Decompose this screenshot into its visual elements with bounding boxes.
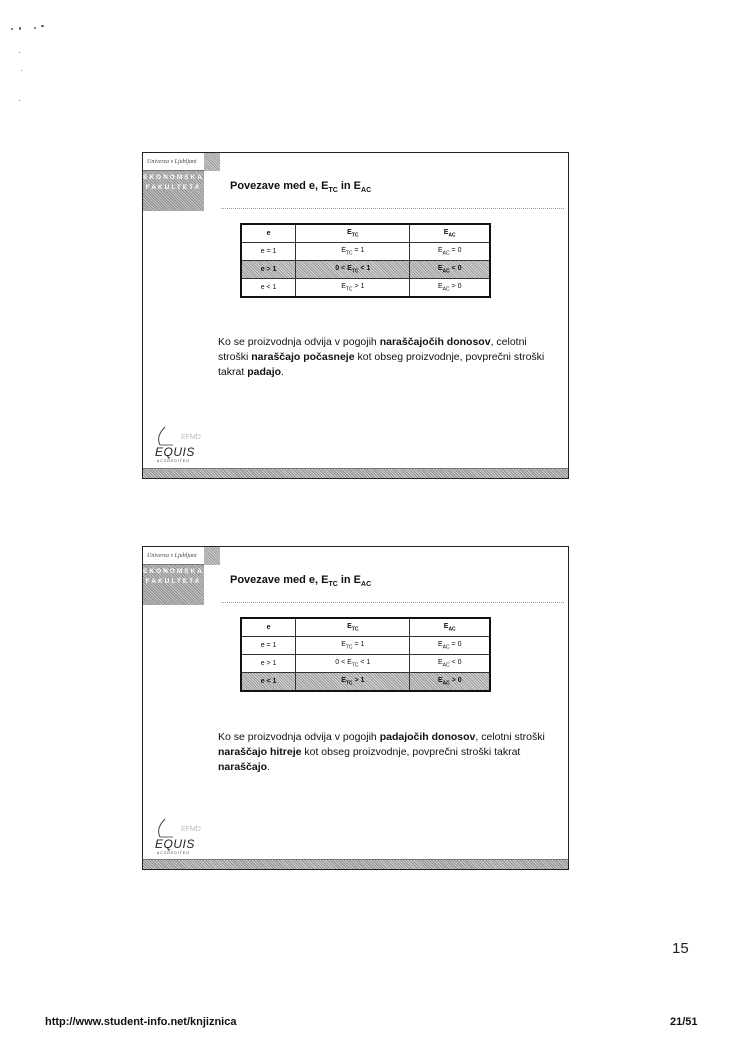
header-e: e <box>241 618 296 637</box>
faculty-logo: EKONOMSKA FAKULTETA <box>143 171 204 211</box>
scan-speck <box>19 52 20 53</box>
cell-etc: $E_{TC} > 1$ <box>296 279 410 298</box>
cell-e: e < 1 <box>241 673 296 692</box>
page-number: 15 <box>672 940 689 957</box>
scan-speck <box>41 25 44 27</box>
header-eac: $E_{AC}$ <box>410 618 490 637</box>
slide-footer-band <box>143 468 568 478</box>
slide-title: Povezave med e, $E_{TC}$ in $E_{AC}$ <box>230 574 372 589</box>
title-divider <box>221 208 564 209</box>
accredited-label: ACCREDITED <box>157 459 190 463</box>
logo-corner-pattern <box>204 547 220 565</box>
cell-eac: $E_{AC} = 0$ <box>410 637 490 655</box>
table-row <box>241 279 490 298</box>
elasticity-table <box>240 617 491 692</box>
elasticity-table <box>240 223 491 298</box>
footer-url-link[interactable]: http://www.student-info.net/knjiznica <box>45 1016 237 1028</box>
equis-accreditation-logo <box>151 817 221 857</box>
cell-etc: $E_{TC} = 1$ <box>296 243 410 261</box>
slide-1 <box>142 152 569 479</box>
cell-e: e > 1 <box>241 655 296 673</box>
cell-eac: $E_{AC} < 0$ <box>410 261 490 279</box>
footer-page-count: 21/51 <box>670 1016 698 1028</box>
cell-e: e < 1 <box>241 279 296 298</box>
cell-etc: $E_{TC} > 1$ <box>296 673 410 692</box>
title-divider <box>221 602 564 603</box>
header-etc: $E_{TC}$ <box>296 224 410 243</box>
table-header-row <box>241 224 490 243</box>
svg-text:EFMD: EFMD <box>181 826 201 833</box>
table-row <box>241 637 490 655</box>
scan-speck <box>11 28 13 30</box>
header-e: e <box>241 224 296 243</box>
equis-accreditation-logo <box>151 425 221 465</box>
table-row-highlighted <box>241 673 490 692</box>
cell-etc: $0 < E_{TC} < 1$ <box>296 655 410 673</box>
slide-body-text: Ko se proizvodnja odvija v pogojih padajočih donosov, celotni stroški naraščajo hitreje kot obseg proizvodnje, povprečni stroški takrat naraščajo. <box>218 731 545 773</box>
university-logo: Univerza v Ljubljani <box>143 153 219 171</box>
university-logo: Univerza v Ljubljani <box>143 547 219 565</box>
cell-eac: $E_{AC} > 0$ <box>410 673 490 692</box>
slide-footer-band <box>143 859 568 869</box>
logo-corner-pattern <box>204 153 220 171</box>
cell-etc: $E_{TC} = 1$ <box>296 637 410 655</box>
slide-title: Povezave med e, $E_{TC}$ in $E_{AC}$ <box>230 180 372 195</box>
scan-speck <box>19 100 20 101</box>
cell-etc: $0 < E_{TC} < 1$ <box>296 261 410 279</box>
efmd-mark-icon <box>151 817 221 839</box>
slide-2 <box>142 546 569 870</box>
cell-eac: $E_{AC} < 0$ <box>410 655 490 673</box>
cell-eac: $E_{AC} = 0$ <box>410 243 490 261</box>
table-row-highlighted <box>241 261 490 279</box>
slide-body-text: Ko se proizvodnja odvija v pogojih naraščajočih donosov, celotni stroški naraščajo počasneje kot obseg proizvodnje, povprečni stroški takrat padajo. <box>218 336 545 378</box>
table-header-row <box>241 618 490 637</box>
cell-e: e > 1 <box>241 261 296 279</box>
scan-speck <box>34 27 36 29</box>
header-eac: $E_{AC}$ <box>410 224 490 243</box>
cell-e: e = 1 <box>241 637 296 655</box>
cell-e: e = 1 <box>241 243 296 261</box>
equis-label: EQUIS <box>155 837 195 851</box>
svg-text:EFMD: EFMD <box>181 434 201 441</box>
efmd-mark-icon <box>151 425 221 447</box>
scan-speck <box>21 70 22 71</box>
scan-speck <box>19 27 21 30</box>
table-row <box>241 243 490 261</box>
header-etc: $E_{TC}$ <box>296 618 410 637</box>
accredited-label: ACCREDITED <box>157 851 190 855</box>
faculty-logo: EKONOMSKA FAKULTETA <box>143 565 204 605</box>
equis-label: EQUIS <box>155 445 195 459</box>
table-row <box>241 655 490 673</box>
cell-eac: $E_{AC} > 0$ <box>410 279 490 298</box>
